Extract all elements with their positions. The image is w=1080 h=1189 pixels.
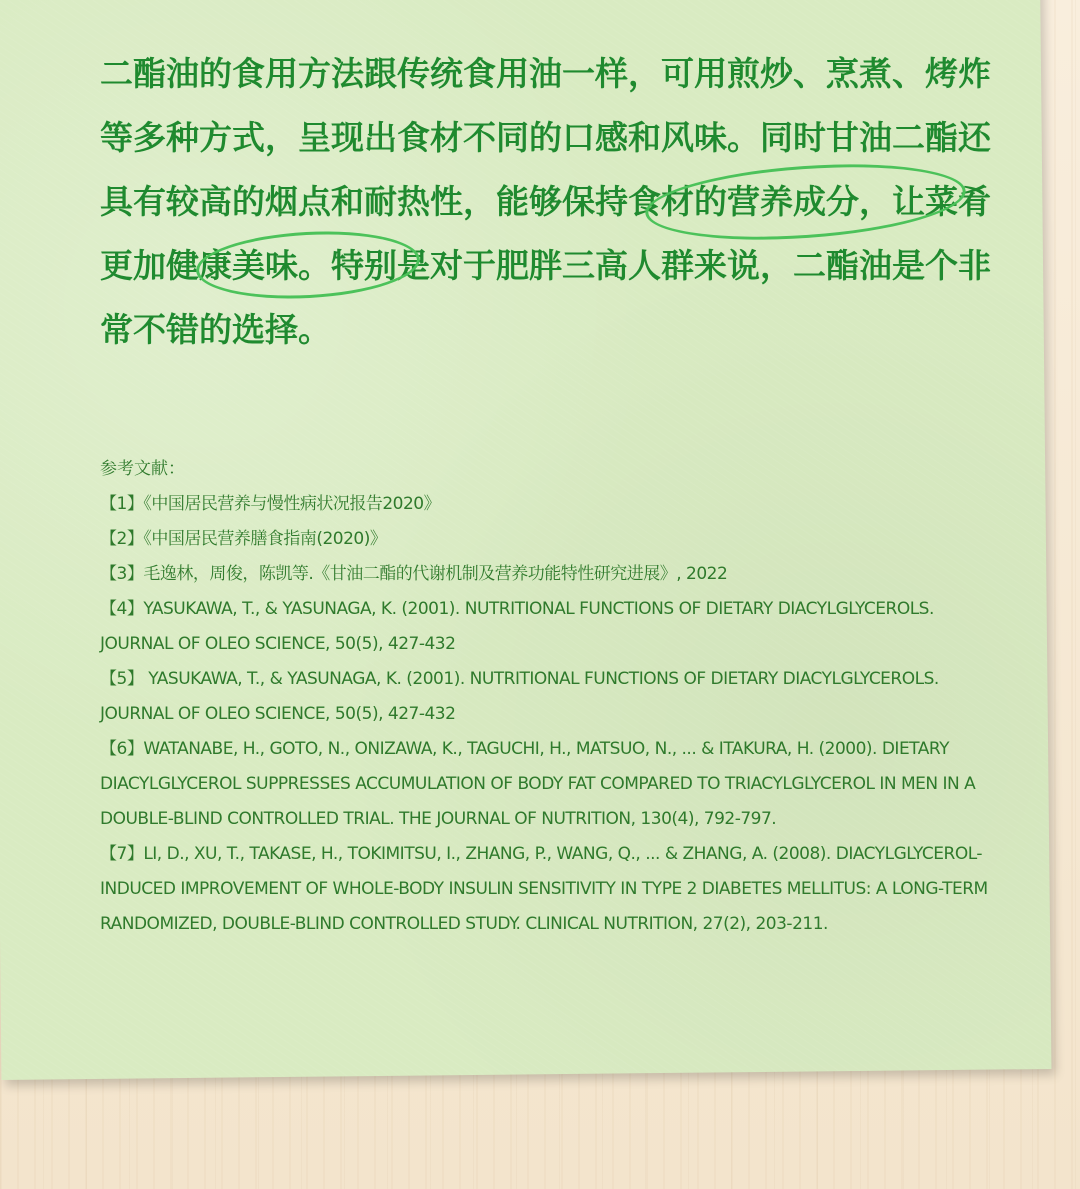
reference-item-1: 【1】《中国居民营养与慢性病状况报告2020》	[100, 494, 441, 514]
reference-item-7: 【7】LI, D., XU, T., TAKASE, H., TOKIMITSU, I., ZHANG, P., WANG, Q., ... & ZHANG, A. (2008). DIACYLGLYCEROL-INDUCED IMPROVEMENT OF WHOLE-BODY INSULIN SENSITIVITY IN TYPE 2 DIABETES MELLITUS: A LONG-TERM RANDOMIZED, DOUBLE-BLIND CONTROLLED STUDY. CLINICAL NUTRITION, 27(2), 203-211.	[100, 844, 988, 934]
reference-item-4: 【4】YASUKAWA, T., & YASUNAGA, K. (2001). NUTRITIONAL FUNCTIONS OF DIETARY DIACYLGLYCEROLS. JOURNAL OF OLEO SCIENCE, 50(5), 427-432	[100, 599, 934, 654]
article-body	[100, 42, 1000, 362]
body-text-part-3: 。特别是对于肥胖三高人群来说，二酯油是个非常不错的选择。	[100, 246, 991, 349]
body-text-part-1: 二酯油的食用方法跟传统食用油一样，可用煎炒、烹煮、烤炸等多种方式，呈现出食材不同的口感和风味。同时甘油二酯还具有较高的烟点和耐热性，能够	[100, 54, 991, 221]
references-title: 参考文献：	[100, 459, 185, 479]
references-section	[100, 452, 1000, 942]
reference-list	[100, 487, 1000, 942]
highlight-nutrients: 保持食材的营养成分	[562, 182, 859, 221]
highlight-healthier: 更加健康美味	[100, 246, 298, 285]
reference-item-6: 【6】WATANABE, H., GOTO, N., ONIZAWA, K., TAGUCHI, H., MATSUO, N., ... & ITAKURA, H. (2000). DIETARY DIACYLGLYCEROL SUPPRESSES ACCUMULATION OF BODY FAT COMPARED TO TRIACYLGLYCEROL IN MEN IN A DOUBLE-BLIND CONTROLLED TRIAL. THE JOURNAL OF NUTRITION, 130(4), 792-797.	[100, 739, 976, 829]
reference-item-3: 【3】毛逸林，周俊，陈凯等.《甘油二酯的代谢机制及营养功能特性研究进展》, 2022	[100, 564, 728, 584]
body-text-part-2: ，让菜肴	[859, 182, 991, 221]
reference-item-2: 【2】《中国居民营养膳食指南(2020)》	[100, 529, 387, 549]
reference-item-5: 【5】 YASUKAWA, T., & YASUNAGA, K. (2001). NUTRITIONAL FUNCTIONS OF DIETARY DIACYLGLYCEROLS. JOURNAL OF OLEO SCIENCE, 50(5), 427-432	[100, 669, 939, 724]
body-paragraph	[100, 42, 1000, 362]
